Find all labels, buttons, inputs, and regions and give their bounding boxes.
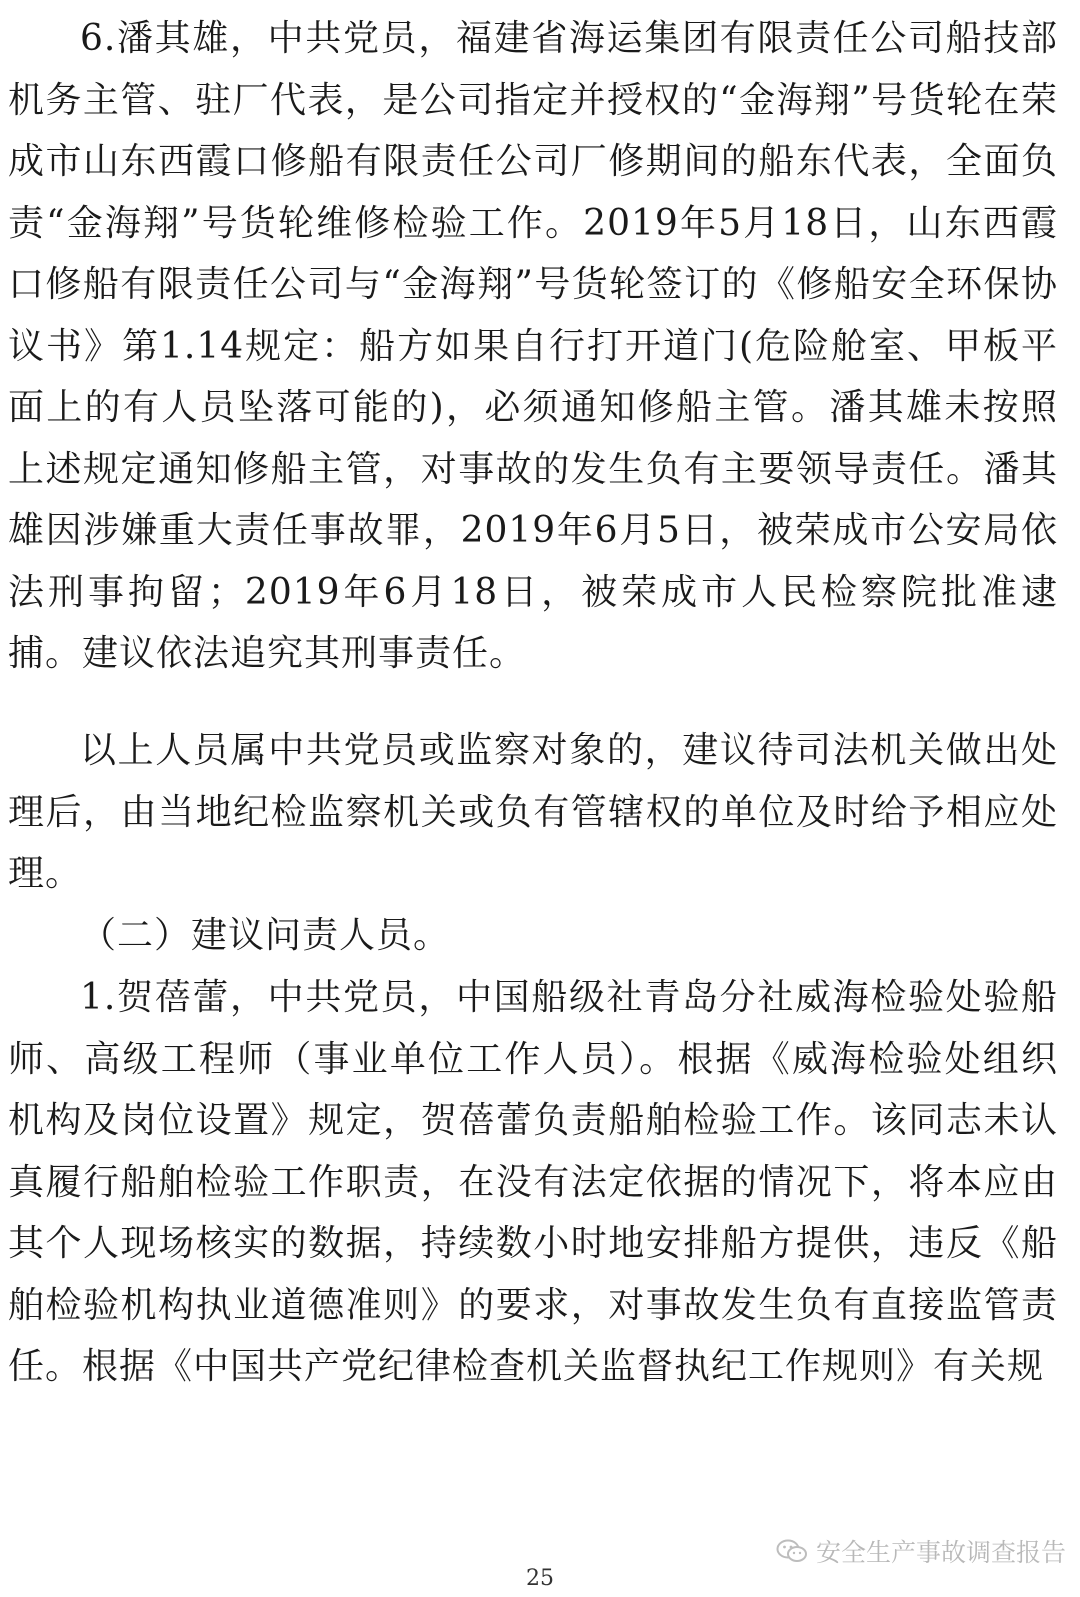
- paragraph-pan-qixiong: 6.潘其雄，中共党员，福建省海运集团有限责任公司船技部机务主管、驻厂代表，是公司指定并授权的“金海翔”号货轮在荣成市山东西霞口修船有限责任公司厂修期间的船东代表，全面负责“金海翔”号货轮维修检验工作。2019年5月18日，山东西霞口修船有限责任公司与“金海翔”号货轮签订的《修船安全环保协议书》第1.14规定：船方如果自行打开道门(危险舱室、甲板平面上的有人员坠落可能的)，必须通知修船主管。潘其雄未按照上述规定通知修船主管，对事故的发生负有主要领导责任。潘其雄因涉嫌重大责任事故罪，2019年6月5日，被荣成市公安局依法刑事拘留；2019年6月18日，被荣成市人民检察院批准逮捕。建议依法追究其刑事责任。: [8, 18, 1058, 674]
- paragraph-handling-note: 以上人员属中共党员或监察对象的，建议待司法机关做出处理后，由当地纪检监察机关或负有管辖权的单位及时给予相应处理。: [8, 730, 1058, 894]
- page-number: 25: [526, 1566, 554, 1591]
- document-page: [8, 0, 1066, 1597]
- wechat-icon: [776, 1538, 808, 1564]
- section-heading-accountability: （二）建议问责人员。: [80, 915, 451, 956]
- paragraph-he-beilei: 1.贺蓓蕾，中共党员，中国船级社青岛分社威海检验处验船师、高级工程师（事业单位工作人员）。根据《威海检验处组织机构及岗位设置》规定，贺蓓蕾负责船舶检验工作。该同志未认真履行船舶检验工作职责，在没有法定依据的情况下，将本应由其个人现场核实的数据，持续数小时地安排船方提供，违反《船舶检验机构执业道德准则》的要求，对事故发生负有直接监管责任。根据《中国共产党纪律检查机关监督执纪工作规则》有关规: [8, 977, 1058, 1387]
- watermark-text: 安全生产事故调查报告: [815, 1538, 1066, 1567]
- watermark: [776, 1533, 1066, 1569]
